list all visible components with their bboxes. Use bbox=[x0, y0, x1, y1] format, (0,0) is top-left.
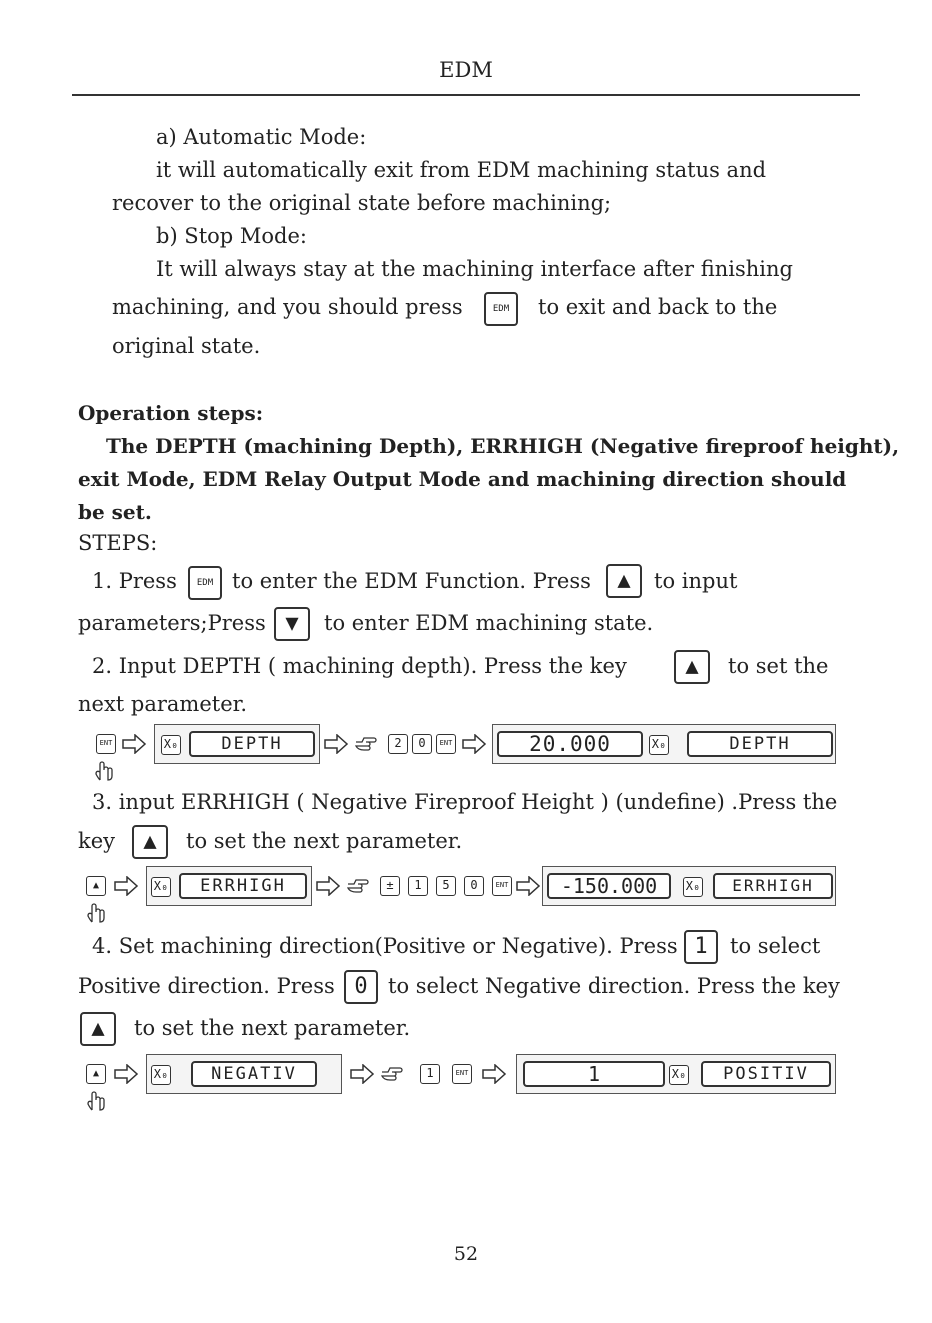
step3-part-a: 3. input ERRHIGH ( Negative Fireproof Height ) (undefine) .Press the bbox=[92, 790, 838, 814]
stop-mode-line3: original state. bbox=[112, 334, 261, 358]
display-panel bbox=[542, 866, 836, 906]
step2-part-c: next parameter. bbox=[78, 692, 248, 716]
down-arrow-key-icon: ▼ bbox=[274, 607, 310, 641]
right-arrow-icon bbox=[482, 1064, 506, 1084]
auto-mode-heading: a) Automatic Mode: bbox=[156, 125, 367, 149]
digit-0-key-icon: 0 bbox=[344, 970, 378, 1004]
display-label: DEPTH bbox=[189, 731, 315, 757]
display-value: 20.000 bbox=[497, 731, 643, 757]
digit-2-key-icon: 2 bbox=[388, 734, 408, 754]
stop-mode-line2a: machining, and you should press bbox=[112, 295, 463, 319]
operation-desc-line2: exit Mode, EDM Relay Output Mode and machining direction should bbox=[78, 467, 847, 491]
display-panel bbox=[146, 866, 312, 906]
display-value: -150.000 bbox=[547, 873, 671, 899]
ent-key-icon: ENT bbox=[436, 734, 456, 754]
right-arrow-icon bbox=[324, 734, 348, 754]
edm-key-icon: EDM bbox=[188, 566, 222, 600]
step1-part-e: to enter EDM machining state. bbox=[324, 611, 654, 635]
digit-1-key-icon: 1 bbox=[408, 876, 428, 896]
stop-mode-line1: It will always stay at the machining interface after finishing bbox=[156, 257, 793, 281]
up-arrow-key-icon: ▲ bbox=[80, 1012, 116, 1046]
digit-5-key-icon: 5 bbox=[436, 876, 456, 896]
edm-key-icon: EDM bbox=[484, 292, 518, 326]
up-arrow-key-icon: ▲ bbox=[674, 650, 710, 684]
digit-0-key-icon: 0 bbox=[464, 876, 484, 896]
up-arrow-key-icon: ▲ bbox=[86, 1064, 106, 1084]
hand-pointing-right-icon bbox=[346, 874, 370, 898]
step1-part-d: parameters;Press bbox=[78, 611, 266, 635]
up-arrow-key-icon: ▲ bbox=[86, 876, 106, 896]
step2-part-b: to set the bbox=[728, 654, 829, 678]
display-value: 1 bbox=[523, 1061, 665, 1087]
step4-part-b: to select bbox=[730, 934, 821, 958]
right-arrow-icon bbox=[350, 1064, 374, 1084]
x0-key-icon: X₀ bbox=[151, 877, 171, 897]
display-label: ERRHIGH bbox=[179, 873, 307, 899]
hand-pointer-icon bbox=[84, 1088, 108, 1112]
hand-pointing-right-icon bbox=[354, 732, 378, 756]
header-divider bbox=[72, 94, 860, 96]
right-arrow-icon bbox=[516, 876, 540, 896]
step4-part-c: Positive direction. Press bbox=[78, 974, 335, 998]
ent-key-icon: ENT bbox=[492, 876, 512, 896]
display-label: ERRHIGH bbox=[713, 873, 833, 899]
step4-part-a: 4. Set machining direction(Positive or Negative). Press bbox=[92, 934, 678, 958]
steps-label: STEPS: bbox=[78, 531, 158, 555]
hand-pointing-right-icon bbox=[380, 1062, 404, 1086]
x0-key-icon: X₀ bbox=[161, 735, 181, 755]
right-arrow-icon bbox=[316, 876, 340, 896]
right-arrow-icon bbox=[122, 734, 146, 754]
stop-mode-heading: b) Stop Mode: bbox=[156, 224, 307, 248]
display-label: NEGATIV bbox=[191, 1061, 317, 1087]
display-panel bbox=[516, 1054, 836, 1094]
digit-0-key-icon: 0 bbox=[412, 734, 432, 754]
step4-part-d: to select Negative direction. Press the key bbox=[388, 974, 840, 998]
plus-minus-key-icon: ± bbox=[380, 876, 400, 896]
up-arrow-key-icon: ▲ bbox=[132, 825, 168, 859]
display-panel bbox=[154, 724, 320, 764]
step3-part-c: to set the next parameter. bbox=[186, 829, 463, 853]
step1-part-b: to enter the EDM Function. Press bbox=[232, 569, 591, 593]
ent-key-icon: ENT bbox=[96, 734, 116, 754]
x0-key-icon: X₀ bbox=[151, 1065, 171, 1085]
x0-key-icon: X₀ bbox=[683, 877, 703, 897]
digit-1-key-icon: 1 bbox=[684, 930, 718, 964]
page-number: 52 bbox=[453, 1243, 479, 1265]
display-panel bbox=[492, 724, 836, 764]
page-header-title: EDM bbox=[439, 58, 493, 82]
right-arrow-icon bbox=[114, 876, 138, 896]
stop-mode-line2b: to exit and back to the bbox=[538, 295, 778, 319]
right-arrow-icon bbox=[114, 1064, 138, 1084]
step1-part-a: 1. Press bbox=[92, 569, 177, 593]
digit-1-key-icon: 1 bbox=[420, 1064, 440, 1084]
display-label: POSITIV bbox=[701, 1061, 831, 1087]
ent-key-icon: ENT bbox=[452, 1064, 472, 1084]
operation-desc-line3: be set. bbox=[78, 500, 152, 524]
step4-part-e: to set the next parameter. bbox=[134, 1016, 411, 1040]
auto-mode-line2: recover to the original state before machining; bbox=[112, 191, 612, 215]
step2-part-a: 2. Input DEPTH ( machining depth). Press the key bbox=[92, 654, 627, 678]
right-arrow-icon bbox=[462, 734, 486, 754]
display-label: DEPTH bbox=[687, 731, 833, 757]
x0-key-icon: X₀ bbox=[649, 735, 669, 755]
up-arrow-key-icon: ▲ bbox=[606, 564, 642, 598]
auto-mode-line1: it will automatically exit from EDM machining status and bbox=[156, 158, 767, 182]
x0-key-icon: X₀ bbox=[669, 1065, 689, 1085]
operation-heading: Operation steps: bbox=[78, 401, 264, 425]
hand-pointer-icon bbox=[92, 758, 116, 782]
operation-desc-line1: The DEPTH (machining Depth), ERRHIGH (Negative fireproof height), bbox=[106, 434, 900, 458]
hand-pointer-icon bbox=[84, 900, 108, 924]
step3-part-b: key bbox=[78, 829, 116, 853]
display-panel bbox=[146, 1054, 342, 1094]
step1-part-c: to input bbox=[654, 569, 738, 593]
